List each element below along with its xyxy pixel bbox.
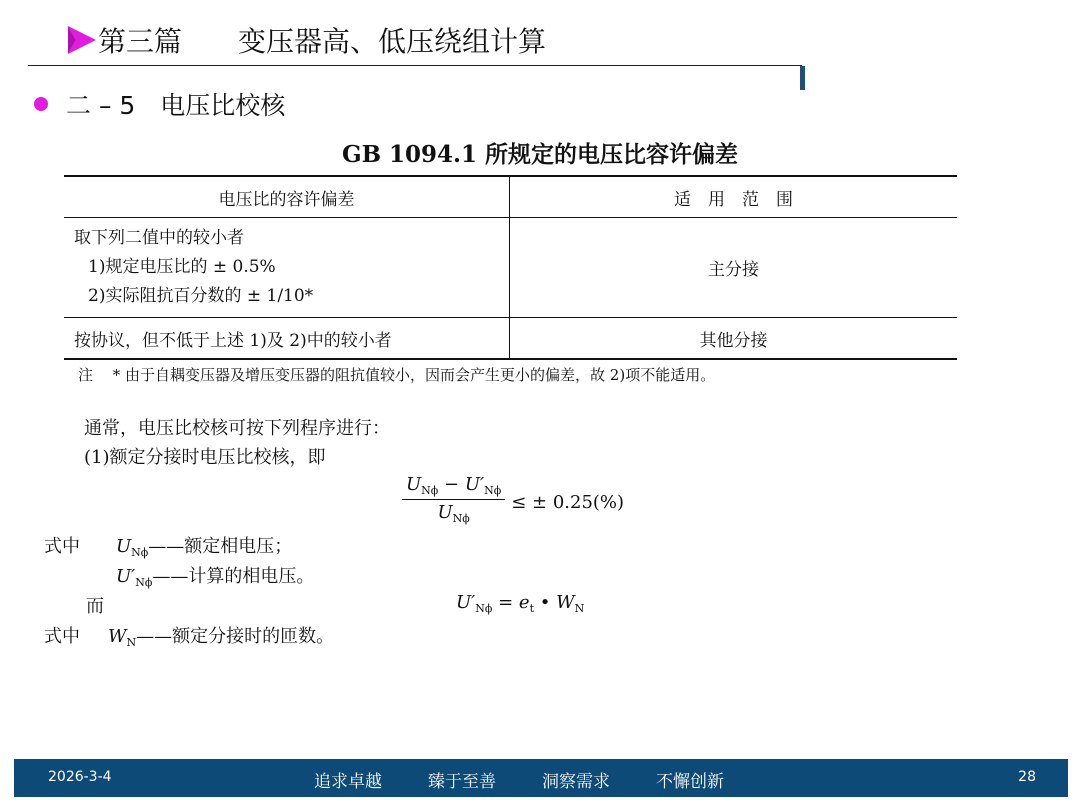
formula-operator: − — [438, 474, 465, 495]
arrow-bullet-icon — [64, 23, 98, 57]
slide-title: 第三篇 变压器高、低压绕组计算 — [98, 25, 547, 58]
formula-operator: • — [534, 592, 557, 613]
section-heading: 二 – 5 电压比校核 — [66, 91, 286, 120]
formula-fraction — [402, 474, 505, 525]
definition-rated-turns — [108, 622, 334, 649]
table-footnote: 注 * 由于自耦变压器及增压变压器的阻抗值较小，因而会产生更小的偏差，故 2)项不能适用。 — [78, 366, 716, 384]
formula-subscript: Nϕ — [484, 484, 502, 497]
formula-symbol: U — [406, 474, 422, 495]
definition-calculated-phase-voltage — [116, 562, 314, 589]
formula-operator: = — [492, 592, 519, 613]
condition-line: 取下列二值中的较小者 — [74, 228, 244, 248]
title-divider-accent — [800, 66, 805, 90]
definition-text: ——额定相电压； — [148, 536, 293, 557]
fraction-numerator — [402, 474, 505, 500]
and-word: 而 — [86, 596, 104, 617]
title-divider — [28, 65, 802, 66]
page-number: 28 — [1018, 769, 1036, 785]
table-header-row — [64, 176, 957, 218]
turns-formula — [456, 592, 584, 615]
condition-line: 1)规定电压比的 ± 0.5% — [88, 257, 276, 277]
where-label: 式中 — [44, 536, 80, 557]
formula-symbol: U — [437, 502, 453, 523]
formula-symbol: e — [518, 592, 530, 613]
where-label: 式中 — [44, 626, 80, 647]
scope-cell: 其他分接 — [510, 318, 958, 360]
tolerance-table — [64, 175, 957, 360]
footer-bar — [14, 759, 1068, 797]
scope-cell: 主分接 — [510, 218, 958, 318]
formula-subscript: Nϕ — [135, 576, 153, 589]
tolerance-cell — [64, 218, 510, 318]
voltage-ratio-formula — [402, 474, 624, 525]
footer-slogan: 不懈创新 — [656, 772, 724, 792]
definition-text: ——计算的相电压。 — [152, 566, 315, 587]
footer-slogans — [314, 767, 724, 792]
formula-subscript: t — [529, 602, 534, 615]
table-caption: GB 1094.1 所规定的电压比容许偏差 — [341, 141, 739, 168]
bullet-dot-icon — [34, 97, 48, 111]
formula-symbol: W — [108, 626, 127, 647]
formula-subscript: Nϕ — [421, 484, 439, 497]
tolerance-cell — [64, 318, 510, 360]
definition-text: ——额定分接时的匝数。 — [136, 626, 335, 647]
slide-title-row — [64, 18, 546, 62]
step-1-text: (1)额定分接时电压比校核，即 — [84, 447, 326, 468]
formula-symbol: U — [116, 536, 132, 557]
fraction-denominator — [437, 500, 469, 525]
section-heading-row — [34, 86, 285, 122]
footer-slogan: 洞察需求 — [542, 772, 610, 792]
formula-subscript: Nϕ — [475, 602, 493, 615]
column-header-tolerance: 电压比的容许偏差 — [64, 176, 510, 218]
condition-line: 2)实际阻抗百分数的 ± 1/10* — [88, 286, 314, 306]
table-row — [64, 318, 957, 360]
formula-subscript: Nϕ — [452, 512, 470, 525]
footer-slogan: 追求卓越 — [314, 772, 382, 792]
formula-subscript: Nϕ — [131, 546, 149, 559]
footer-date: 2026-3-4 — [48, 769, 112, 785]
footer-slogan: 臻于至善 — [428, 772, 496, 792]
formula-symbol: W — [556, 592, 575, 613]
formula-subscript: N — [574, 602, 585, 615]
table-row — [64, 218, 957, 318]
column-header-scope: 适 用 范 围 — [510, 176, 958, 218]
intro-text: 通常，电压比校核可按下列程序进行： — [84, 418, 390, 439]
formula-symbol: U′ — [464, 474, 485, 495]
condition-line: 按协议，但不低于上述 1)及 2)中的较小者 — [74, 330, 392, 351]
formula-symbol: U′ — [116, 566, 136, 587]
formula-rhs: ≤ ± 0.25(%) — [511, 492, 625, 513]
definition-rated-phase-voltage — [116, 532, 292, 559]
formula-subscript: N — [126, 636, 137, 649]
formula-symbol: U′ — [456, 592, 476, 613]
